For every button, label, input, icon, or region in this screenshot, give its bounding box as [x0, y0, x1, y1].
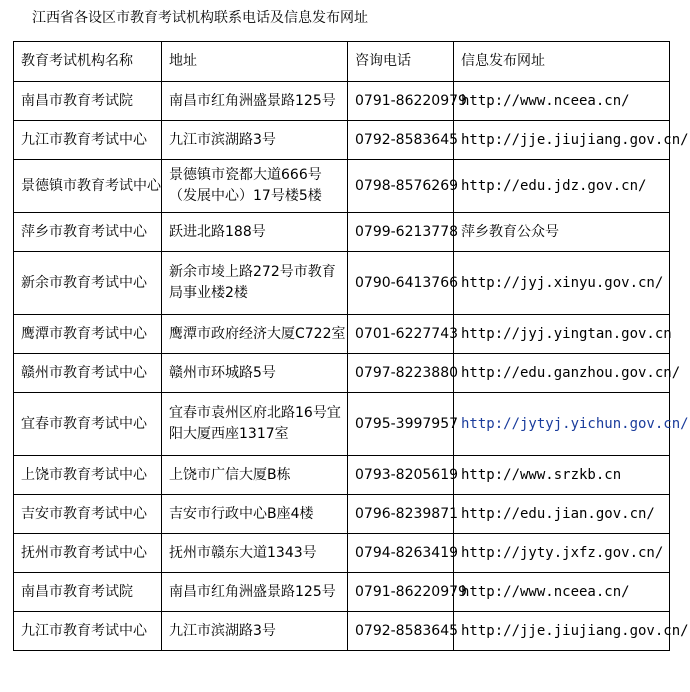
cell-phone: 0701-6227743	[348, 315, 454, 354]
table-row	[14, 82, 670, 121]
cell-phone: 0797-8223880	[348, 354, 454, 393]
table-row	[14, 121, 670, 160]
table-row	[14, 252, 670, 315]
table-row	[14, 213, 670, 252]
cell-address: 九江市滨湖路3号	[162, 121, 348, 160]
cell-website: http://www.nceea.cn/	[454, 573, 670, 612]
cell-phone: 0794-8263419	[348, 534, 454, 573]
cell-name: 上饶市教育考试中心	[14, 456, 162, 495]
cell-website: http://www.nceea.cn/	[454, 82, 670, 121]
cell-address: 吉安市行政中心B座4楼	[162, 495, 348, 534]
cell-name: 南昌市教育考试院	[14, 573, 162, 612]
cell-phone: 0792-8583645	[348, 121, 454, 160]
cell-name: 南昌市教育考试院	[14, 82, 162, 121]
table-row	[14, 160, 670, 213]
page-title: 江西省各设区市教育考试机构联系电话及信息发布网址	[32, 10, 368, 26]
table-row	[14, 393, 670, 456]
cell-name: 萍乡市教育考试中心	[14, 213, 162, 252]
cell-name: 赣州市教育考试中心	[14, 354, 162, 393]
cell-address: 南昌市红角洲盛景路125号	[162, 573, 348, 612]
cell-website: http://jyty.jxfz.gov.cn/	[454, 534, 670, 573]
table-row	[14, 315, 670, 354]
cell-name: 九江市教育考试中心	[14, 612, 162, 651]
cell-website: http://edu.jdz.gov.cn/	[454, 160, 670, 213]
cell-phone: 0790-6413766	[348, 252, 454, 315]
cell-name: 抚州市教育考试中心	[14, 534, 162, 573]
cell-phone: 0791-86220979	[348, 82, 454, 121]
cell-address: 跃进北路188号	[162, 213, 348, 252]
cell-website-link[interactable]: http://jytyj.yichun.gov.cn/	[454, 393, 670, 456]
table-row	[14, 354, 670, 393]
cell-address: 九江市滨湖路3号	[162, 612, 348, 651]
cell-address: 抚州市赣东大道1343号	[162, 534, 348, 573]
cell-website: http://jje.jiujiang.gov.cn/	[454, 612, 670, 651]
cell-phone: 0798-8576269	[348, 160, 454, 213]
cell-name: 鹰潭市教育考试中心	[14, 315, 162, 354]
table-header-row	[14, 42, 670, 82]
cell-name: 吉安市教育考试中心	[14, 495, 162, 534]
cell-phone: 0799-6213778	[348, 213, 454, 252]
cell-website: http://jyj.xinyu.gov.cn/	[454, 252, 670, 315]
table-row	[14, 612, 670, 651]
cell-phone: 0795-3997957	[348, 393, 454, 456]
cell-website: http://edu.jian.gov.cn/	[454, 495, 670, 534]
cell-address: 上饶市广信大厦B栋	[162, 456, 348, 495]
header-phone: 咨询电话	[348, 42, 454, 82]
cell-website: http://www.srzkb.cn	[454, 456, 670, 495]
cell-phone: 0792-8583645	[348, 612, 454, 651]
cell-phone: 0793-8205619	[348, 456, 454, 495]
table-row	[14, 534, 670, 573]
header-name: 教育考试机构名称	[14, 42, 162, 82]
cell-website: http://jyj.yingtan.gov.cn	[454, 315, 670, 354]
cell-name: 新余市教育考试中心	[14, 252, 162, 315]
cell-website: http://edu.ganzhou.gov.cn/	[454, 354, 670, 393]
cell-phone: 0796-8239871	[348, 495, 454, 534]
table-row	[14, 456, 670, 495]
cell-address: 景德镇市瓷都大道666号（发展中心）17号楼5楼	[162, 160, 348, 213]
cell-name: 九江市教育考试中心	[14, 121, 162, 160]
header-address: 地址	[162, 42, 348, 82]
table-row	[14, 495, 670, 534]
cell-website: http://jje.jiujiang.gov.cn/	[454, 121, 670, 160]
cell-name: 宜春市教育考试中心	[14, 393, 162, 456]
cell-address: 宜春市袁州区府北路16号宜阳大厦西座1317室	[162, 393, 348, 456]
cell-phone: 0791-86220979	[348, 573, 454, 612]
cell-address: 南昌市红角洲盛景路125号	[162, 82, 348, 121]
contacts-table	[13, 41, 689, 651]
table-row	[14, 573, 670, 612]
cell-address: 赣州市环城路5号	[162, 354, 348, 393]
cell-address: 新余市堎上路272号市教育局事业楼2楼	[162, 252, 348, 315]
header-website: 信息发布网址	[454, 42, 670, 82]
cell-website: 萍乡教育公众号	[454, 213, 670, 252]
cell-address: 鹰潭市政府经济大厦C722室	[162, 315, 348, 354]
cell-name: 景德镇市教育考试中心	[14, 160, 162, 213]
